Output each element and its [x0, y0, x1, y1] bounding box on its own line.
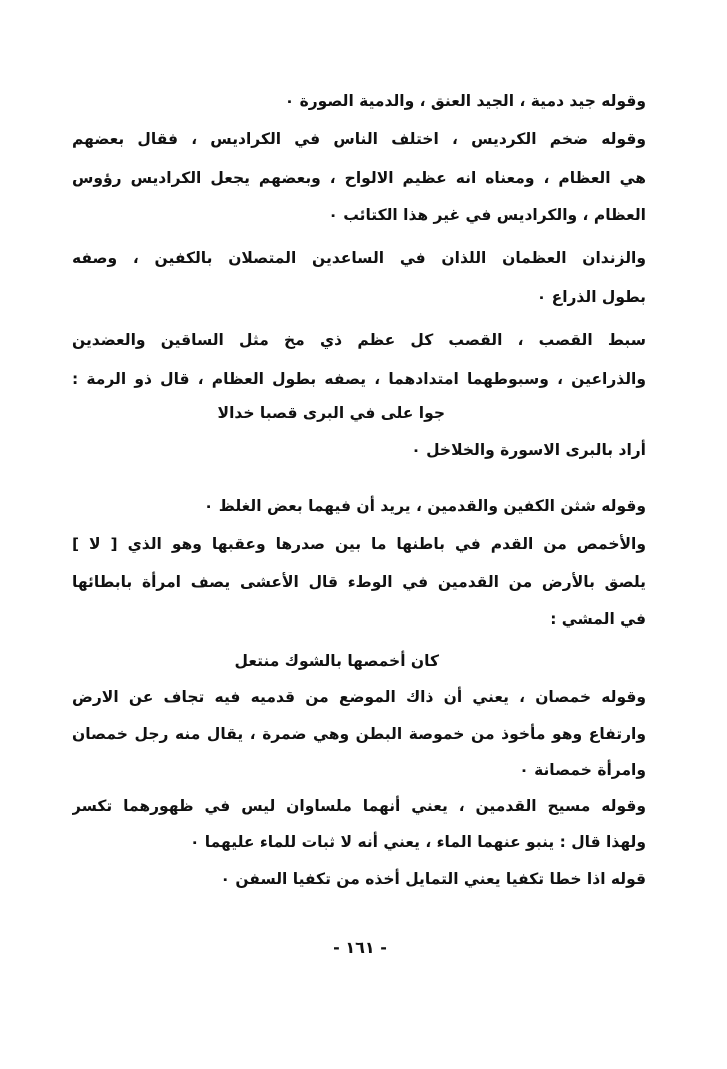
- text-line-3: هي العظام ، ومعناه انه عظيم الالواح ، وبعضهم يجعل الكراديس رؤوس: [72, 169, 646, 187]
- text-line-8: والذراعين ، وسبوطهما امتدادهما ، يصفه بطول العظام ، قال ذو الرمة :: [72, 370, 646, 388]
- text-line-7: سبط القصب ، القصب كل عظم ذي مخ مثل الساقين والعضدين: [72, 331, 646, 349]
- text-line-18: وامرأة خمصانة ٠: [519, 761, 646, 779]
- text-line-19: وقوله مسيح القدمين ، يعني أنهما ملساوان ليس في ظهورهما تكسر: [72, 797, 646, 815]
- text-line-4: العظام ، والكراديس في غير هذا الكتائب ٠: [328, 206, 646, 224]
- text-line-10: أراد بالبرى الاسورة والخلاخل ٠: [411, 441, 646, 459]
- text-line-21: قوله اذا خطا تكفيا يعني التمايل أخذه من تكفيا السفن ٠: [220, 870, 646, 888]
- text-line-5: والزندان العظمان اللذان في الساعدين المتصلان بالكفين ، وصفه: [72, 249, 646, 267]
- text-line-2: وقوله ضخم الكرديس ، اختلف الناس في الكراديس ، فقال بعضهم: [72, 130, 646, 148]
- verse-line-1: جوا على في البرى قصبا خدالا: [217, 404, 445, 422]
- text-line-20: ولهذا قال : ينبو عنهما الماء ، يعني أنه لا ثبات للماء عليهما ٠: [189, 833, 646, 851]
- text-line-16: وقوله خمصان ، يعني أن ذاك الموضع من قدميه فيه تجاف عن الارض: [72, 688, 646, 706]
- verse-line-2: كان أخمصها بالشوك منتعل: [234, 652, 439, 670]
- text-line-11: وقوله شثن الكفين والقدمين ، يريد أن فيهما بعض الغلظ ٠: [203, 497, 646, 515]
- text-line-17: وارتفاع وهو مأخوذ من خموصة البطن وهي ضمرة ، يقال منه رجل خمصان: [72, 725, 646, 743]
- text-line-14: في المشي :: [550, 610, 646, 628]
- page-number: - ١٦١ -: [333, 938, 387, 957]
- text-line-13: يلصق بالأرض من القدمين في الوطء قال الأعشى يصف امرأة بابطائها: [72, 573, 646, 591]
- text-line-6: بطول الذراع ٠: [536, 288, 646, 306]
- text-line-1: وقوله جيد دمية ، الجيد العنق ، والدمية الصورة ٠: [284, 92, 646, 110]
- text-line-12: والأخمص من القدم في باطنها ما بين صدرها وعقبها وهو الذي [ لا ]: [72, 535, 646, 553]
